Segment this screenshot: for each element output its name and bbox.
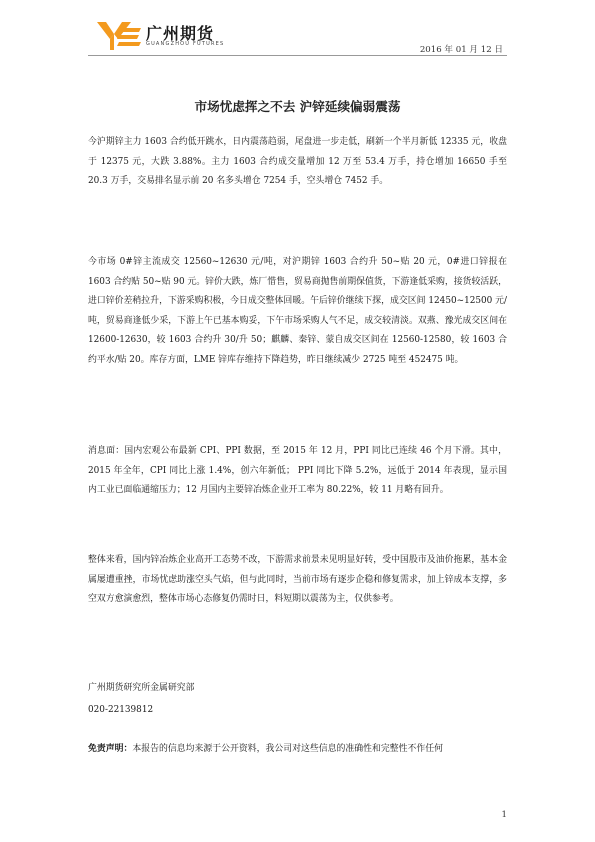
report-date: 2016 年 01 月 12 日 — [419, 45, 503, 55]
brand-name-en: GUANGZHOU FUTURES — [146, 41, 225, 47]
paragraph-outlook: 整体来看，国内锌冶炼企业高开工态势不改，下游需求前景未见明显好转，受中国股市及油价拖累，基本金属屡遭重挫，市场忧虑助涨空头气焰，但与此同时，当前市场有逐步企稳和修复需求，加上锌成本支撑，多空双方愈演愈烈，整体市场心态修复仍需时日，料短期以震荡为主，仅供参考。 — [88, 555, 507, 605]
contact-phone: 020-22139812 — [88, 705, 154, 715]
paragraph-spot-market: 今市场 0#锌主流成交 12560~12630 元/吨，对沪期锌 1603 合约升 50~贴 20 元，0#进口锌报在 1603 合约贴 50~贴 90 元。锌价大跌，炼厂惜售，贸易商抛售前期保值货，下游逢低采购，接货较活跃，进口锌价差稍拉升，下游采购积极，今日成交整体回暖。午后锌价继续下探，成交区间 12450~12500 元/吨，贸易商逢低少采，下游上午已基本购妥，下午市场采购人气不足，成交较清淡。双燕、豫光成交区间在 12600-12630，较 1603 合约升 30/升 50；麒麟、秦锌、蒙自成交区间在 12560-12580，较 1603 合约平水/贴 20。库存方面，LME 锌库存维持下降趋势，昨日继续减少 2725 吨至 452475 吨。 — [88, 257, 507, 365]
paragraph-news: 消息面：国内宏观公布最新 CPI、PPI 数据，至 2015 年 12 月，PPI 同比已连续 46 个月下滑。其中，2015 年全年，CPI 同比上涨 1.4%，创六年新低； PPI 同比下降 5.2%，远低于 2014 年表现，显示国内工业已面临通缩压力；12 月国内主要锌冶炼企业开工率为 80.22%，较 11 月略有回升。 — [88, 446, 507, 496]
brand-name-cn: 广州期货 — [146, 24, 215, 43]
disclaimer-text: 本报告的信息均来源于公开资料，我公司对这些信息的准确性和完整性不作任何 — [132, 744, 443, 754]
disclaimer — [88, 741, 443, 754]
page-number: 1 — [501, 810, 507, 820]
guangzhou-futures-logo-icon — [97, 19, 141, 50]
research-department: 广州期货研究所金属研究部 — [88, 683, 195, 693]
disclaimer-label: 免责声明： — [88, 744, 133, 754]
page-title: 市场忧虑挥之不去 沪锌延续偏弱震荡 — [194, 99, 401, 114]
header-divider — [88, 55, 507, 56]
paragraph-market-summary: 今沪期锌主力 1603 合约低开跳水，日内震荡趋弱，尾盘进一步走低，刷新一个半月新低 12335 元，收盘于 12375 元，大跌 3.88%。主力 1603 合约成交量增加 12 万至 53.4 万手，持仓增加 16650 手至 20.3 万手，交易排名显示前 20 名多头增仓 7254 手，空头增仓 7452 手。 — [88, 137, 507, 187]
